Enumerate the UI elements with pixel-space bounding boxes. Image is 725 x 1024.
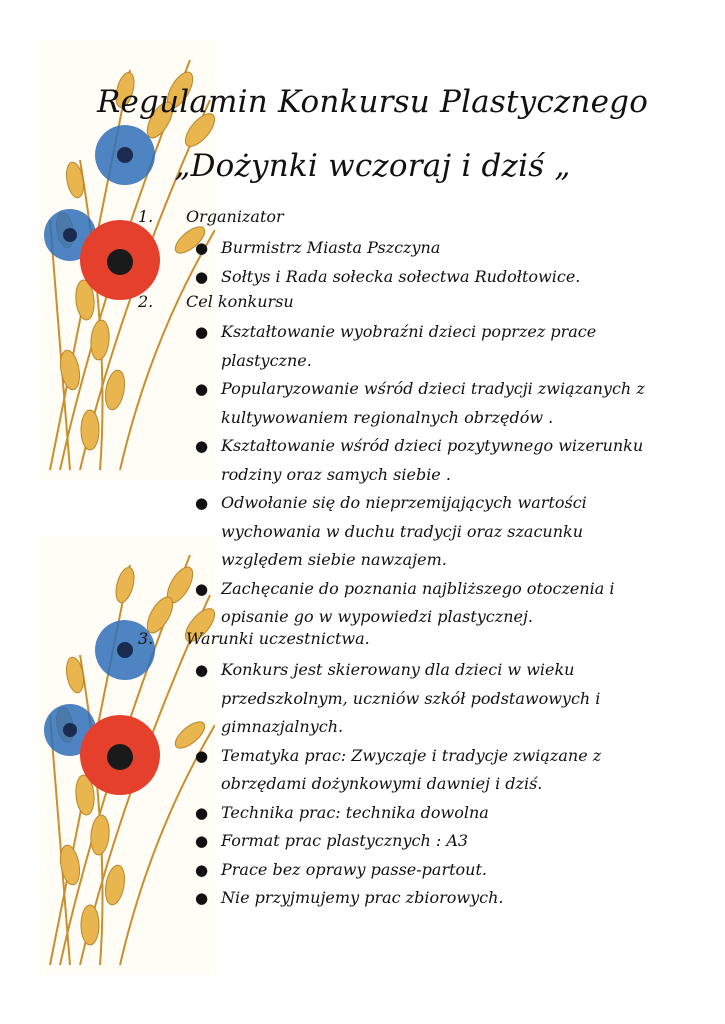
section-title: Cel konkursu xyxy=(186,292,294,311)
section-heading-organizer xyxy=(138,207,284,226)
section-number: 2. xyxy=(138,292,154,311)
list-item: ● Zachęcanie do poznania najbliższego otoczenia i opisanie go w wypowiedzi plastycznej. xyxy=(195,575,655,632)
bullet-icon: ● xyxy=(195,437,209,455)
bullet-icon: ● xyxy=(195,380,209,398)
bullet-icon: ● xyxy=(195,889,209,907)
bullet-icon: ● xyxy=(195,323,209,341)
bullet-icon: ● xyxy=(195,239,209,257)
goal-list xyxy=(195,318,655,632)
document-subtitle: „Dożynki wczoraj i dziś „ xyxy=(174,148,571,184)
list-item: ● Kształtowanie wyobraźni dzieci poprzez prace plastyczne. xyxy=(195,318,655,375)
bullet-icon: ● xyxy=(195,661,209,679)
bouquet-illustration-bottom xyxy=(40,535,215,975)
list-item: ● Format prac plastycznych : A3 xyxy=(195,827,655,856)
section-title: Warunki uczestnictwa. xyxy=(186,629,370,648)
list-item: ● Kształtowanie wśród dzieci pozytywnego wizerunku rodziny oraz samych siebie . xyxy=(195,432,655,489)
list-item: ● Konkurs jest skierowany dla dzieci w wieku przedszkolnym, uczniów szkół podstawowych i gimnazjalnych. xyxy=(195,656,655,742)
list-item: ● Sołtys i Rada sołecka sołectwa Rudołtowice. xyxy=(195,263,655,292)
list-item: ● Popularyzowanie wśród dzieci tradycji związanych z kultywowaniem regionalnych obrzędów . xyxy=(195,375,655,432)
bullet-icon: ● xyxy=(195,860,209,879)
conditions-list xyxy=(195,656,655,913)
section-heading-conditions xyxy=(138,629,370,648)
organizer-list xyxy=(195,234,655,291)
bullet-icon: ● xyxy=(195,803,209,822)
list-item: ● Odwołanie się do nieprzemijających wartości wychowania w duchu tradycji oraz szacunku względem siebie nawzajem. xyxy=(195,489,655,575)
list-item: ● Tematyka prac: Zwyczaje i tradycje związane z obrzędami dożynkowymi dawniej i dziś. xyxy=(195,742,655,799)
bullet-icon: ● xyxy=(195,832,209,850)
section-number: 1. xyxy=(138,207,154,226)
section-heading-goal xyxy=(138,292,294,311)
list-item: ● Burmistrz Miasta Pszczyna xyxy=(195,234,655,263)
section-number: 3. xyxy=(138,629,154,648)
list-item: ● Nie przyjmujemy prac zbiorowych. xyxy=(195,884,655,913)
section-title: Organizator xyxy=(186,207,284,226)
list-item: ● Prace bez oprawy passe-partout. xyxy=(195,856,655,885)
bullet-icon: ● xyxy=(195,494,209,512)
bullet-icon: ● xyxy=(195,579,209,598)
bullet-icon: ● xyxy=(195,746,209,765)
list-item: ● Technika prac: technika dowolna xyxy=(195,799,655,828)
document-title: Regulamin Konkursu Plastycznego xyxy=(96,84,649,120)
bullet-icon: ● xyxy=(195,267,209,286)
